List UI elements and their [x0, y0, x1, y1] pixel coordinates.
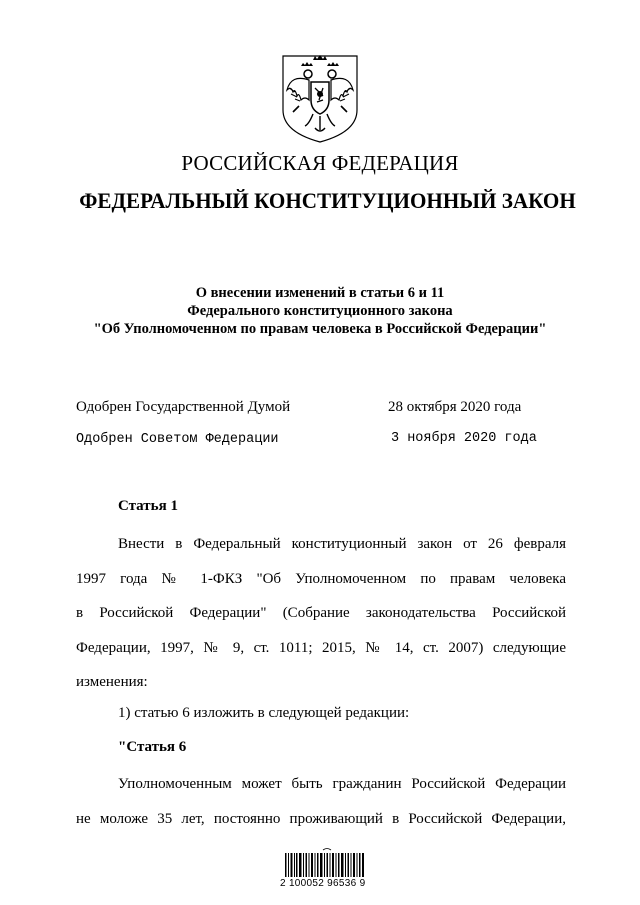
law-title	[0, 284, 640, 338]
barcode-icon	[283, 848, 367, 878]
country-name: РОССИЙСКАЯ ФЕДЕРАЦИЯ	[181, 151, 459, 175]
law-type: ФЕДЕРАЛЬНЫЙ КОНСТИТУЦИОННЫЙ ЗАКОН	[79, 188, 576, 213]
text-line: Уполномоченным может быть гражданин Российской Федерации	[118, 776, 566, 792]
article-1-text	[76, 527, 566, 700]
article-6-text	[76, 767, 566, 836]
text-line: не моложе 35 лет, постоянно проживающий в Российской Федерации,	[76, 810, 566, 827]
text-line: 1997 года № 1-ФКЗ "Об Уполномоченном по правам человека	[76, 570, 566, 587]
item-1: 1) статью 6 изложить в следующей редакции:	[118, 705, 410, 721]
article-1-heading: Статья 1	[118, 498, 178, 514]
barcode-number: 2 100052 96536 9	[280, 878, 366, 889]
text-line: изменения:	[76, 674, 148, 690]
article-6-heading: "Статья 6	[118, 739, 187, 755]
law-title-line: О внесении изменений в статьи 6 и 11	[195, 285, 445, 301]
law-title-line: Федерального конституционного закона	[187, 303, 453, 319]
text-line: Федерации, 1997, № 9, ст. 1011; 2015, № 14, ст. 2007) следующие	[76, 639, 566, 656]
law-title-line: "Об Уполномоченном по правам человека в Российской Федерации"	[93, 321, 547, 337]
text-line: Внести в Федеральный конституционный закон от 26 февраля	[118, 536, 566, 552]
coat-of-arms-icon	[279, 52, 361, 144]
approval-duma-date: 28 октября 2020 года	[388, 399, 522, 415]
approval-council-date: 3 ноября 2020 года	[391, 431, 537, 446]
approval-council-label: Одобрен Советом Федерации	[76, 432, 279, 447]
text-line: в Российской Федерации" (Собрание законодательства Российской	[76, 605, 566, 621]
approval-duma-label: Одобрен Государственной Думой	[76, 399, 291, 415]
